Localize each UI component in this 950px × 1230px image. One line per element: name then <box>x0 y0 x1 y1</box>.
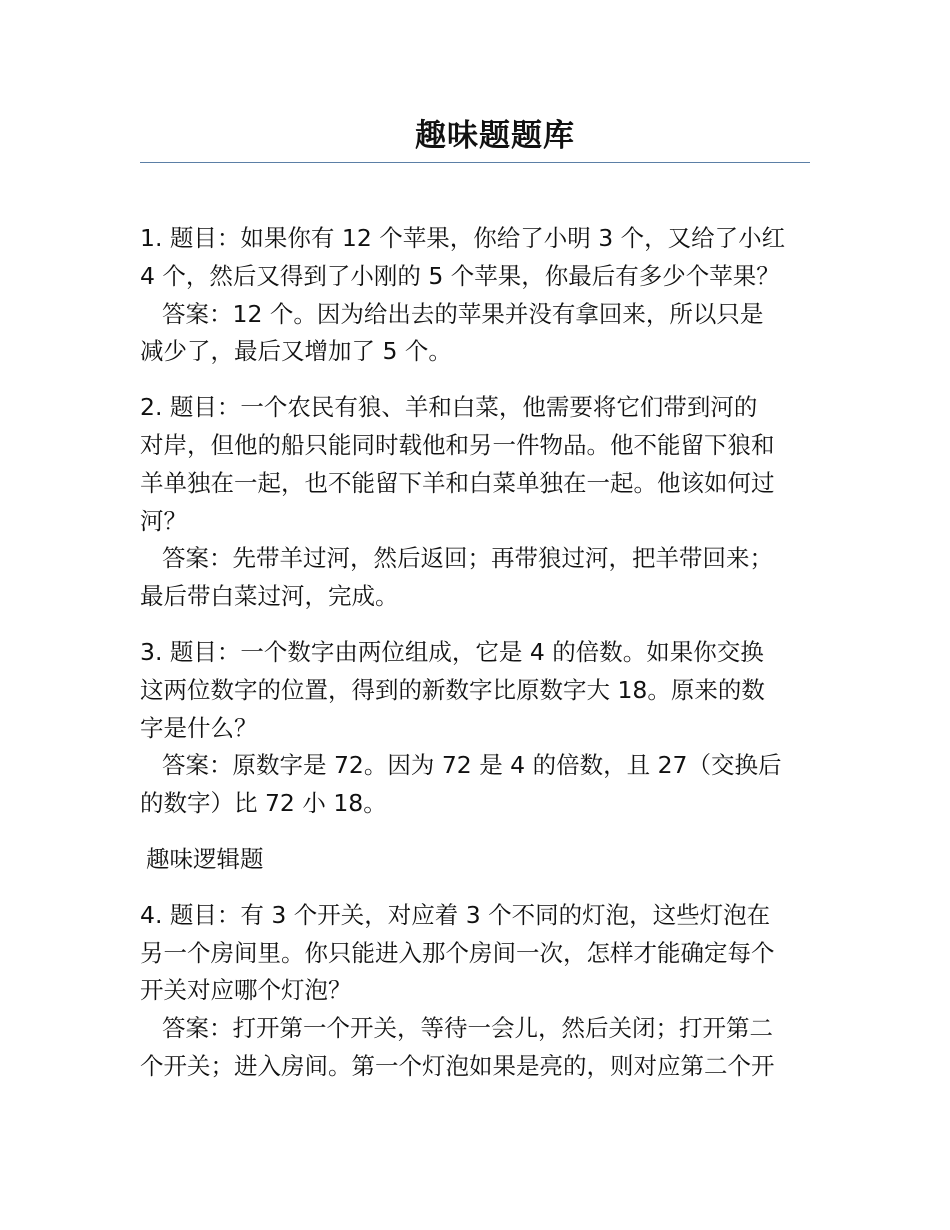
question-2-line-3: 羊单独在一起，也不能留下羊和白菜单独在一起。他该如何过 <box>140 468 775 497</box>
answer-3-line-1: 答案：原数字是 72。因为 72 是 4 的倍数，且 27（交换后 <box>162 751 782 780</box>
document-page <box>140 0 812 1230</box>
question-4-line-2: 另一个房间里。你只能进入那个房间一次，怎样才能确定每个 <box>140 938 775 967</box>
answer-2-line-2: 最后带白菜过河，完成。 <box>140 582 399 611</box>
question-3-line-2: 这两位数字的位置，得到的新数字比原数字大 18。原来的数 <box>140 675 765 704</box>
document-content <box>140 220 812 1104</box>
title-divider <box>140 162 810 163</box>
question-3-line-1: 3. 题目：一个数字由两位组成，它是 4 的倍数。如果你交换 <box>140 637 764 666</box>
question-3 <box>140 634 812 823</box>
question-1-line-1: 1. 题目：如果你有 12 个苹果，你给了小明 3 个，又给了小红 <box>140 224 786 252</box>
answer-1-line-1: 答案：12 个。因为给出去的苹果并没有拿回来，所以只是 <box>162 299 764 328</box>
page-title: 趣味题题库 <box>415 118 575 154</box>
answer-4-line-2: 个开关；进入房间。第一个灯泡如果是亮的，则对应第二个开 <box>140 1051 775 1080</box>
question-1-line-2: 4 个，然后又得到了小刚的 5 个苹果，你最后有多少个苹果？ <box>140 261 780 290</box>
answer-2-line-1: 答案：先带羊过河，然后返回；再带狼过河，把羊带回来； <box>162 544 773 573</box>
question-2-line-2: 对岸，但他的船只能同时载他和另一件物品。他不能留下狼和 <box>140 430 775 459</box>
question-4-line-3: 开关对应哪个灯泡？ <box>140 976 352 1005</box>
question-1 <box>140 220 812 371</box>
question-4 <box>140 897 812 1086</box>
question-4-line-1: 4. 题目：有 3 个开关，对应着 3 个不同的灯泡，这些灯泡在 <box>140 900 771 929</box>
answer-1-line-2: 减少了，最后又增加了 5 个。 <box>140 337 452 366</box>
answer-3-line-2: 的数字）比 72 小 18。 <box>140 789 387 818</box>
question-3-line-3: 字是什么？ <box>140 713 258 742</box>
question-2-line-4: 河？ <box>140 506 187 535</box>
section-heading: 趣味逻辑题 <box>146 844 264 873</box>
question-2-line-1: 2. 题目：一个农民有狼、羊和白菜，他需要将它们带到河的 <box>140 393 758 422</box>
question-2 <box>140 389 812 616</box>
answer-4-line-1: 答案：打开第一个开关，等待一会儿，然后关闭；打开第二 <box>162 1014 773 1043</box>
